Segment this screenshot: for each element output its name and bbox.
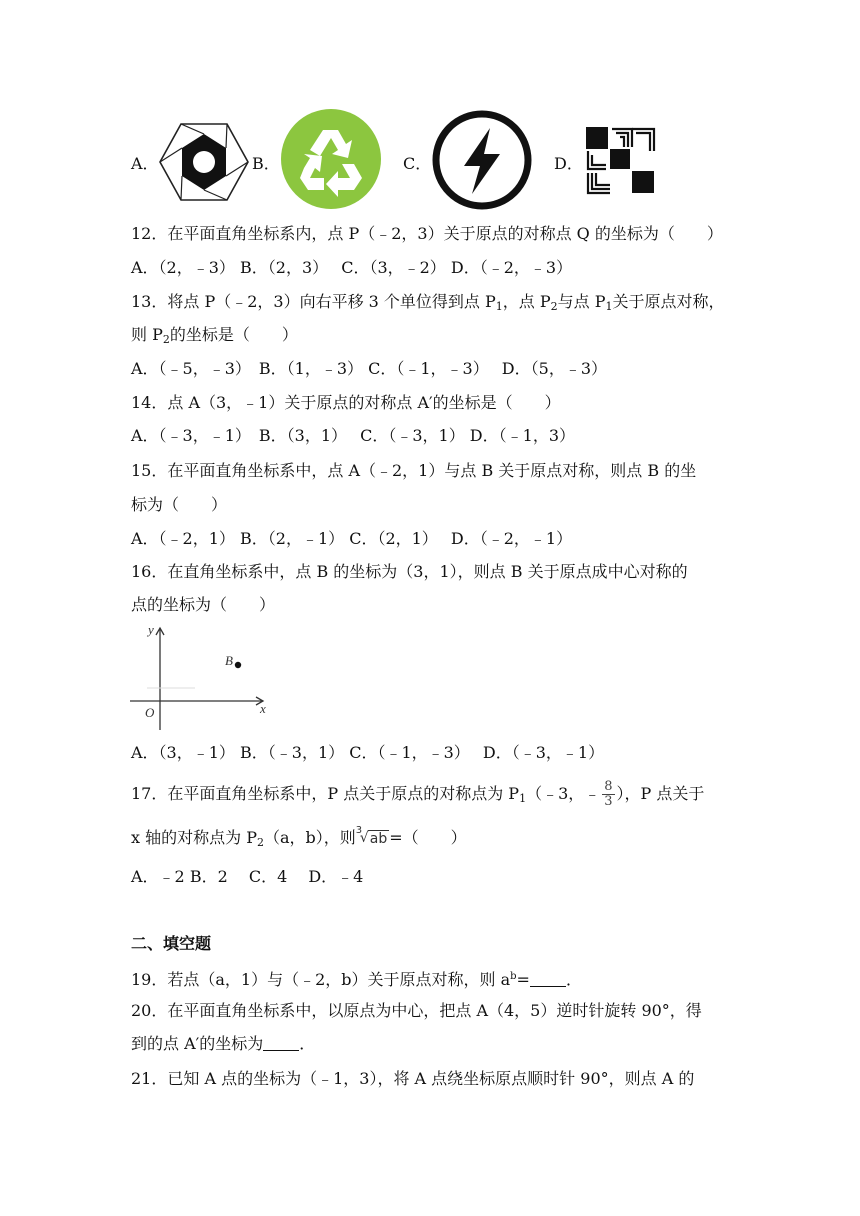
question-16-stem-line2: 点的坐标为（ ）	[131, 595, 276, 614]
option-a-label: A．	[131, 154, 159, 173]
question-14-options: A．（﹣3，﹣1） B．（3，1） C．（﹣3，1） D．（﹣1，3）	[131, 426, 575, 445]
y-axis-label: y	[148, 622, 154, 637]
question-13-stem: 13．将点 P（﹣2，3）向右平移 3 个单位得到点 $P_1$，点 $P_2$与点 $P_1$关于原点对称，	[131, 292, 725, 313]
question-20-stem: 20．在平面直角坐标系中，以原点为中心，把点 A（4，5）逆时针旋转 90°，得	[131, 1001, 702, 1020]
answer-blank	[263, 1036, 299, 1051]
question-17-options: A．﹣2 B．2 C．4 D．﹣4	[131, 867, 364, 886]
option-c-label: C．	[403, 154, 432, 173]
option-d-label: D．	[554, 154, 583, 173]
cube-root: 3 √ ab	[355, 825, 388, 847]
question-14-stem: 14．点 A（3，﹣1）关于原点的对称点 A′的坐标是（ ）	[131, 393, 561, 412]
question-12-stem: 12．在平面直角坐标系内，点 P（﹣2，3）关于原点的对称点 Q 的坐标为（ ）	[131, 224, 723, 243]
lightning-circle-icon	[432, 110, 532, 210]
question-17-stem-line2: x 轴的对称点为 $P_2(a$，b），则 3 √ ab =（ ）	[131, 825, 467, 849]
question-12-options: A．（2，﹣3） B．（2，3） C．（3，﹣2） D．（﹣2，﹣3）	[131, 258, 573, 277]
question-15-stem: 15．在平面直角坐标系中，点 A（﹣2，1）与点 B 关于原点对称，则点 B 的坐	[131, 461, 697, 480]
point-b-label: B	[225, 653, 233, 668]
question-21-stem: 21．已知 A 点的坐标为（﹣1，3），将 A 点绕坐标原点顺时针 90°，则点 A 的	[131, 1069, 695, 1088]
question-13-stem-line2: 则 $P_2$的坐标是（ ）	[131, 325, 298, 346]
question-16-stem: 16．在直角坐标系中，点 B 的坐标为（3，1），则点 B 关于原点成中心对称的	[131, 562, 688, 581]
recycle-icon	[280, 108, 382, 210]
question-20-stem-line2: 到的点 A′的坐标为 ．	[131, 1034, 316, 1053]
fraction-8-3: $\frac{8}{3}$	[604, 779, 613, 809]
origin-label: O	[145, 705, 155, 720]
coordinate-graph	[125, 618, 285, 734]
question-13-options: A．（﹣5，﹣3） B．（1，﹣3） C．（﹣1，﹣3） D．（5，﹣3）	[131, 359, 607, 378]
question-15-options: A．（﹣2，1） B．（2，﹣1） C．（2，1） D．（﹣2，﹣1）	[131, 529, 573, 548]
question-15-stem-line2: 标为（ ）	[131, 495, 228, 514]
option-b-label: B．	[252, 154, 280, 173]
x-axis-label: x	[260, 701, 266, 716]
squares-pattern-icon	[584, 125, 658, 197]
point-b	[235, 662, 241, 668]
question-16-options: A．（3，﹣1） B．（﹣3，1） C．（﹣1，﹣3） D．（﹣3，﹣1）	[131, 743, 605, 762]
question-19-stem: 19．若点（a，1）与（﹣2，b）关于原点对称，则 $a^b=$ ．	[131, 970, 582, 989]
answer-blank	[530, 972, 566, 987]
hexagon-aperture-icon	[158, 122, 250, 202]
section-title-fill-in: 二、填空题	[131, 934, 212, 953]
question-17-stem: 17．在平面直角坐标系中，P 点关于原点的对称点为 $P_1(﹣3$，﹣ $\frac{8}{3}$ ），P 点关于	[131, 779, 705, 809]
